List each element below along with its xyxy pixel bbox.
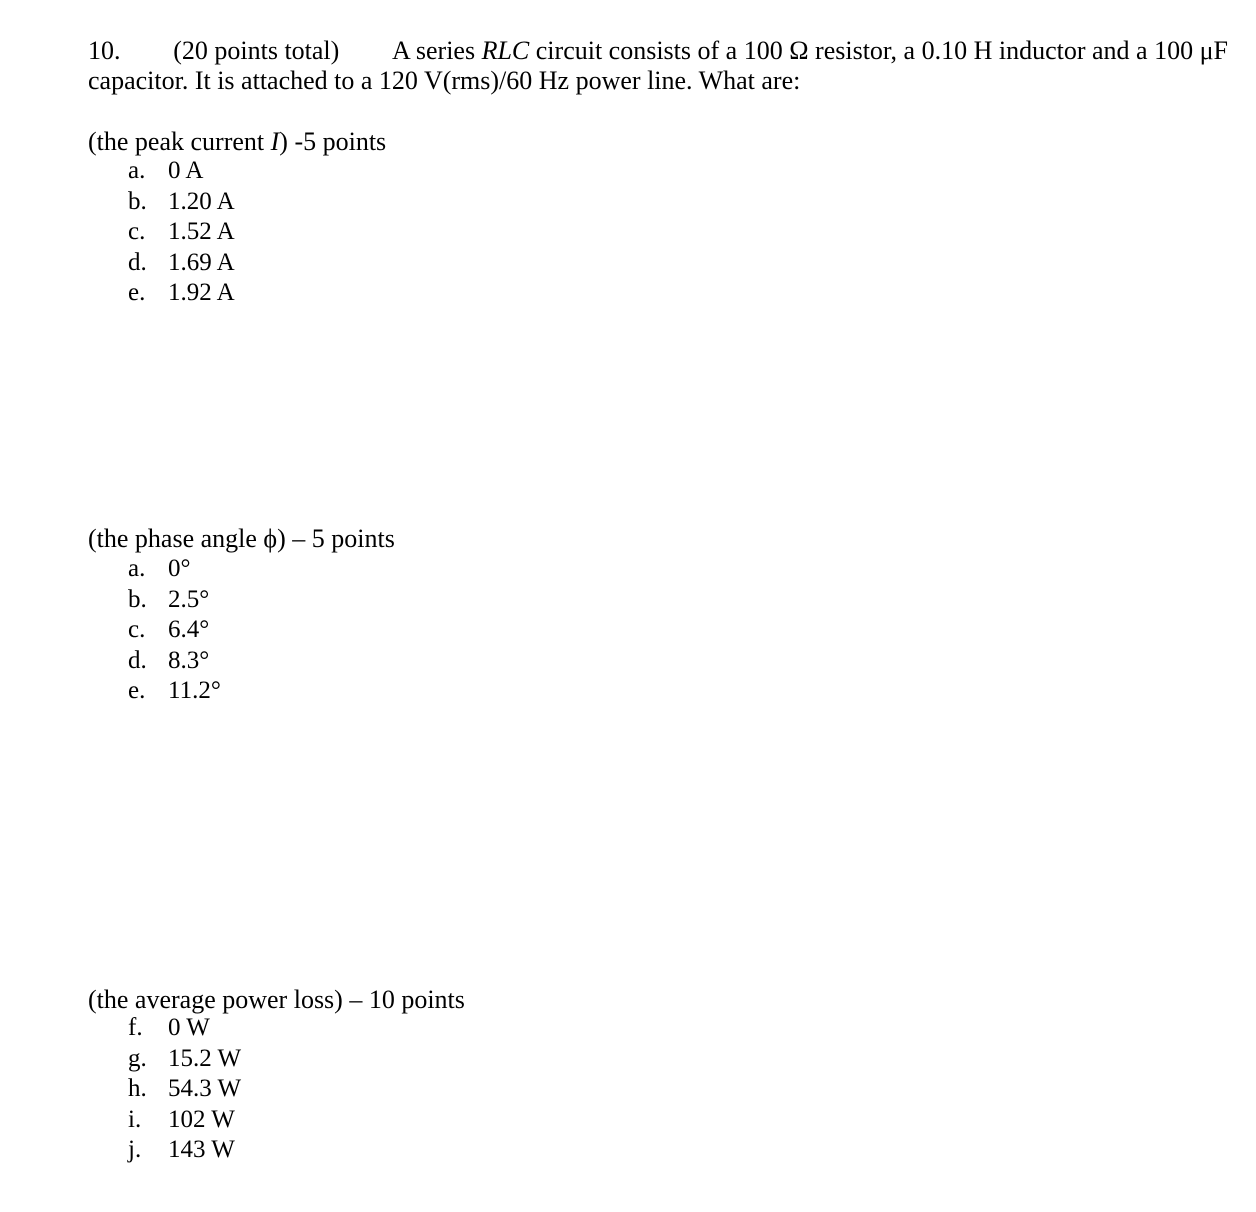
option-text: 0 A <box>168 157 204 184</box>
option-item[interactable] <box>128 1105 241 1136</box>
option-text: 1.69 A <box>168 248 235 276</box>
question-text-b: circuit consists of a 100 Ω resistor, a 0.10 H inductor and a 100 μF <box>529 36 1228 65</box>
option-item[interactable] <box>128 1135 241 1166</box>
option-letter: e. <box>128 677 146 704</box>
option-letter: i. <box>128 1105 142 1133</box>
option-item[interactable] <box>128 248 235 279</box>
question-text-line-1 <box>392 36 1228 66</box>
rlc-italic: RLC <box>481 36 530 65</box>
option-letter: b. <box>128 187 147 215</box>
option-item[interactable] <box>128 278 235 309</box>
option-letter: e. <box>128 279 146 306</box>
option-item[interactable] <box>128 554 221 585</box>
option-letter: b. <box>128 585 147 613</box>
part-average-power-heading: (the average power loss) – 10 points <box>88 985 465 1014</box>
question-number: 10. <box>88 36 121 65</box>
heading-text-b: ) -5 points <box>279 127 387 156</box>
option-text: 1.92 A <box>168 279 235 306</box>
part-phase-angle-heading: (the phase angle ϕ) – 5 points <box>88 524 395 553</box>
option-item[interactable] <box>128 1013 241 1044</box>
option-letter: j. <box>128 1136 142 1163</box>
option-text: 143 W <box>168 1136 235 1163</box>
option-text: 1.52 A <box>168 218 235 245</box>
option-text: 102 W <box>168 1105 235 1133</box>
option-letter: g. <box>128 1044 147 1072</box>
option-letter: f. <box>128 1014 143 1041</box>
question-line-2: capacitor. It is attached to a 120 V(rms)/60 Hz power line. What are: <box>88 66 801 95</box>
option-item[interactable] <box>128 615 221 646</box>
heading-text-a: (the peak current <box>88 127 271 156</box>
option-text: 0 W <box>168 1014 210 1041</box>
option-letter: c. <box>128 218 146 245</box>
option-letter: d. <box>128 646 147 674</box>
question-line-1 <box>88 36 1228 66</box>
option-item[interactable] <box>128 1074 241 1105</box>
peak-current-options <box>128 156 235 309</box>
option-text: 11.2° <box>168 677 221 704</box>
option-item[interactable] <box>128 646 221 677</box>
part-peak-current-heading <box>88 127 386 157</box>
option-item[interactable] <box>128 676 221 707</box>
option-letter: d. <box>128 248 147 276</box>
option-letter: c. <box>128 616 146 643</box>
average-power-options <box>128 1013 241 1166</box>
option-text: 6.4° <box>168 616 210 643</box>
current-symbol-italic: I <box>270 127 280 156</box>
option-item[interactable] <box>128 156 235 187</box>
option-text: 2.5° <box>168 585 210 613</box>
option-text: 1.20 A <box>168 187 235 215</box>
phase-angle-options <box>128 554 221 707</box>
option-item[interactable] <box>128 585 221 616</box>
option-letter: a. <box>128 555 146 582</box>
option-text: 8.3° <box>168 646 210 674</box>
question-text-a: A series <box>392 36 482 65</box>
option-letter: a. <box>128 157 146 184</box>
option-text: 15.2 W <box>168 1044 242 1072</box>
option-item[interactable] <box>128 187 235 218</box>
option-item[interactable] <box>128 217 235 248</box>
option-text: 54.3 W <box>168 1075 242 1102</box>
option-text: 0° <box>168 555 191 582</box>
option-letter: h. <box>128 1075 147 1102</box>
option-item[interactable] <box>128 1044 241 1075</box>
question-points-total: (20 points total) <box>173 36 340 65</box>
